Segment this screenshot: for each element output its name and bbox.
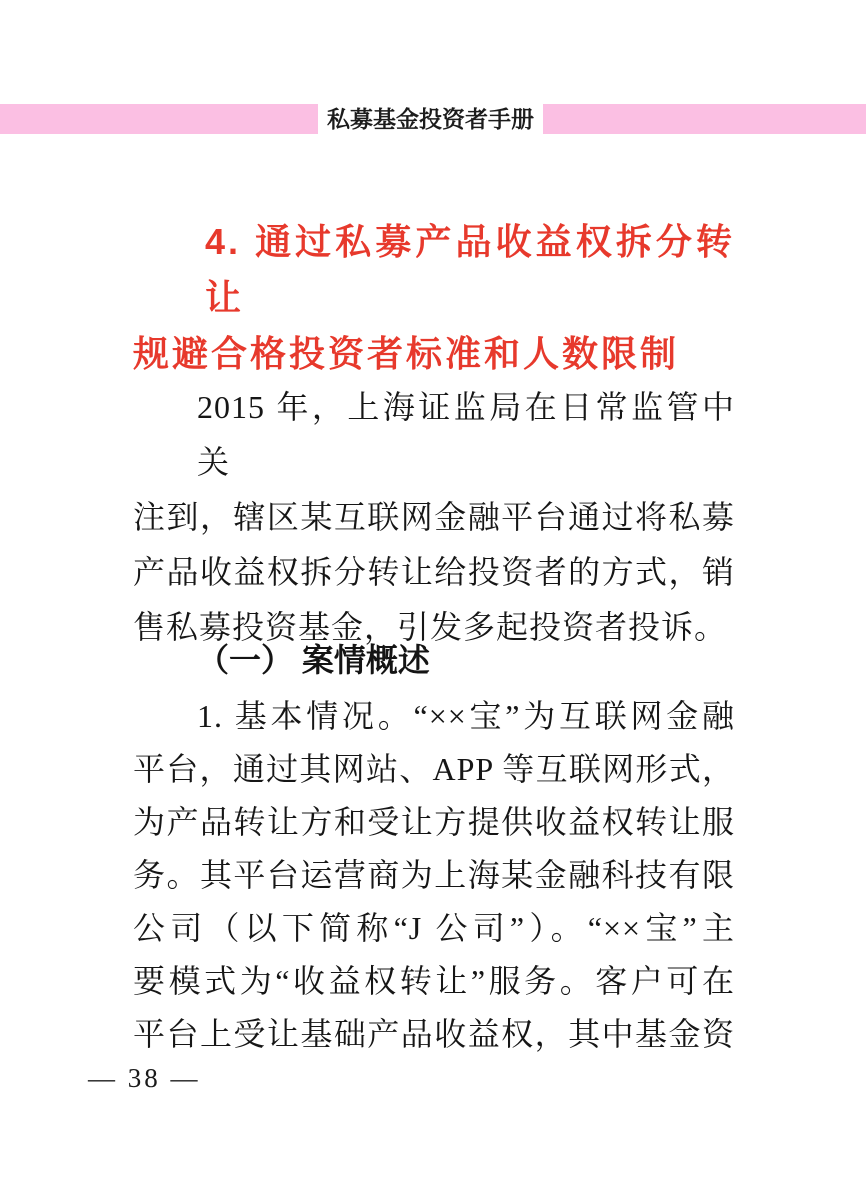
text-line: 注到，辖区某互联网金融平台通过将私募 — [133, 499, 735, 535]
text-line: 务。其平台运营商为上海某金融科技有限 — [133, 857, 735, 893]
text-line: 2015 年，上海证监局在日常监管中关 — [197, 389, 735, 480]
text-line: 产品收益权拆分转让给投资者的方式，销 — [133, 554, 735, 590]
text-line: 要模式为“收益权转让”服务。客户可在 — [133, 963, 735, 999]
text-line: 平台，通过其网站、APP 等互联网形式， — [133, 751, 735, 787]
chapter-heading — [133, 214, 735, 382]
text-line: 平台上受让基础产品收益权，其中基金资 — [133, 1016, 735, 1052]
page-number: — 38 — — [88, 1063, 201, 1093]
text-line: 为产品转让方和受让方提供收益权转让服 — [133, 804, 735, 840]
paragraph-2 — [133, 690, 735, 1061]
chapter-heading-line-2: 规避合格投资者标准和人数限制 — [133, 333, 680, 374]
header-band-right — [543, 104, 866, 134]
paragraph-1 — [133, 380, 735, 655]
text-line: 售私募投资基金，引发多起投资者投诉。 — [133, 609, 728, 645]
text-line: 公司（以下简称“J 公司”）。“××宝”主 — [133, 910, 735, 946]
text-line: 1. 基本情况。“××宝”为互联网金融 — [197, 698, 735, 734]
header-title: 私募基金投资者手册 — [327, 106, 534, 132]
header-band-left — [0, 104, 318, 134]
section-heading-text: （一） 案情概述 — [197, 642, 430, 678]
section-heading — [133, 638, 735, 682]
chapter-heading-line-1: 4. 通过私募产品收益权拆分转让 — [205, 221, 735, 318]
